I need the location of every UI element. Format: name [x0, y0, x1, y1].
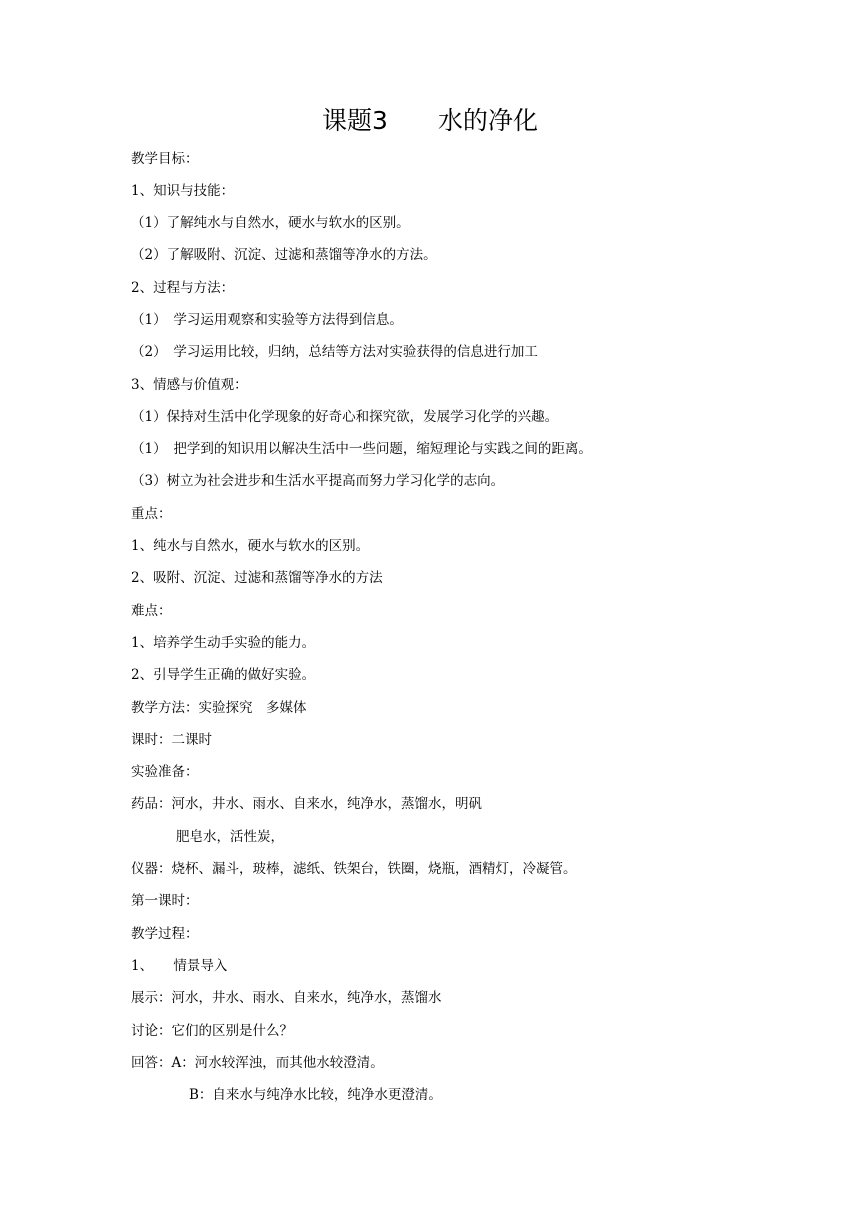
text-line: 3、情感与价值观： — [131, 377, 248, 393]
text-line: 展示：河水，井水、雨水、自来水，纯净水，蒸馏水 — [131, 990, 442, 1006]
text-line: 课时：二课时 — [131, 732, 212, 748]
text-line: （1） 学习运用观察和实验等方法得到信息。 — [131, 312, 403, 328]
text-line: 第一课时： — [131, 893, 199, 909]
text-line: 2、引导学生正确的做好实验。 — [131, 667, 316, 683]
text-line: 药品：河水，井水、雨水、自来水，纯净水，蒸馏水，明矾 — [131, 796, 482, 812]
text-line: （3）树立为社会进步和生活水平提高而努力学习化学的志向。 — [131, 473, 505, 489]
text-line: 2、过程与方法： — [131, 280, 235, 296]
text-line: B：自来水与纯净水比较，纯净水更澄清。 — [189, 1087, 442, 1103]
text-line: （2）了解吸附、沉淀、过滤和蒸馏等净水的方法。 — [131, 247, 437, 263]
page-title: 课题3 水的净化 — [322, 106, 538, 135]
text-line: 肥皂水，活性炭， — [176, 829, 284, 845]
text-line: 1、 情景导入 — [131, 958, 228, 974]
text-line: 1、知识与技能： — [131, 183, 235, 199]
text-line: （1） 把学到的知识用以解决生活中一些问题，缩短理论与实践之间的距离。 — [131, 441, 592, 457]
text-line: 回答：A：河水较浑浊，而其他水较澄清。 — [131, 1055, 384, 1071]
text-line: 重点： — [131, 506, 172, 522]
text-line: （1）了解纯水与自然水，硬水与软水的区别。 — [131, 215, 410, 231]
text-line: 难点： — [131, 603, 172, 619]
text-line: 1、纯水与自然水，硬水与软水的区别。 — [131, 538, 370, 554]
text-line: （2） 学习运用比较，归纳，总结等方法对实验获得的信息进行加工 — [131, 344, 538, 360]
text-line: 讨论：它们的区别是什么？ — [131, 1023, 293, 1039]
text-line: 2、吸附、沉淀、过滤和蒸馏等净水的方法 — [131, 570, 383, 586]
text-line: 仪器：烧杯、漏斗，玻棒，滤纸、铁架台，铁圈，烧瓶，酒精灯，冷凝管。 — [131, 861, 577, 877]
text-line: 实验准备： — [131, 764, 199, 780]
text-line: （1）保持对生活中化学现象的好奇心和探究欲，发展学习化学的兴趣。 — [131, 409, 559, 425]
text-line: 教学过程： — [131, 926, 199, 942]
text-line: 1、培养学生动手实验的能力。 — [131, 635, 316, 651]
text-line: 教学目标： — [131, 151, 199, 167]
text-line: 教学方法：实验探究 多媒体 — [131, 700, 307, 716]
